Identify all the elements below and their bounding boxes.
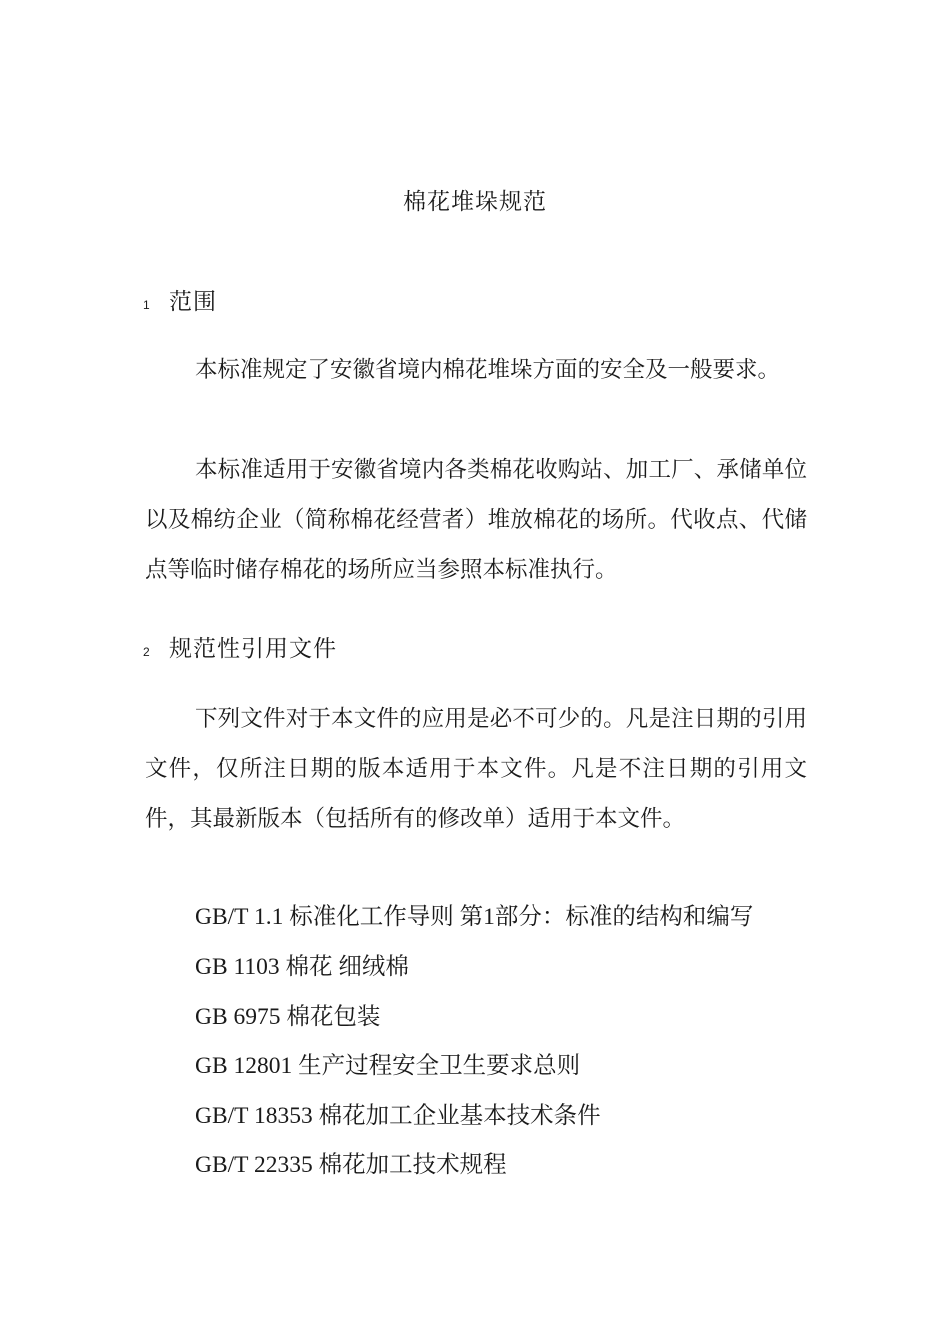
reference-item: GB/T 18353 棉花加工企业基本技术条件 [195,1103,601,1129]
paragraph: 本标准适用于安徽省境内各类棉花收购站、加工厂、承储单位以及棉纺企业（简称棉花经营者）堆放棉花的场所。代收点、代储点等临时储存棉花的场所应当参照本标准执行。 [145,457,807,583]
section-number: 2 [143,645,150,659]
reference-item: GB 1103 棉花 细绒棉 [195,954,409,980]
document-title: 棉花堆垛规范 [403,189,547,215]
paragraph: 下列文件对于本文件的应用是必不可少的。凡是注日期的引用文件，仅所注日期的版本适用于本文件。凡是不注日期的引用文件，其最新版本（包括所有的修改单）适用于本文件。 [145,706,807,832]
section-title: 规范性引用文件 [169,636,337,662]
reference-item: GB/T 22335 棉花加工技术规程 [195,1152,507,1178]
section-heading-scope [143,283,217,316]
section-number: 1 [143,298,150,312]
section-heading-normative-references [143,630,337,663]
reference-item: GB 12801 生产过程安全卫生要求总则 [195,1053,581,1079]
reference-item: GB/T 1.1 标准化工作导则 第1部分：标准的结构和编写 [195,904,754,930]
section-title: 范围 [169,289,217,315]
paragraph: 本标准规定了安徽省境内棉花堆垛方面的安全及一般要求。 [195,357,781,383]
reference-item: GB 6975 棉花包装 [195,1004,381,1030]
